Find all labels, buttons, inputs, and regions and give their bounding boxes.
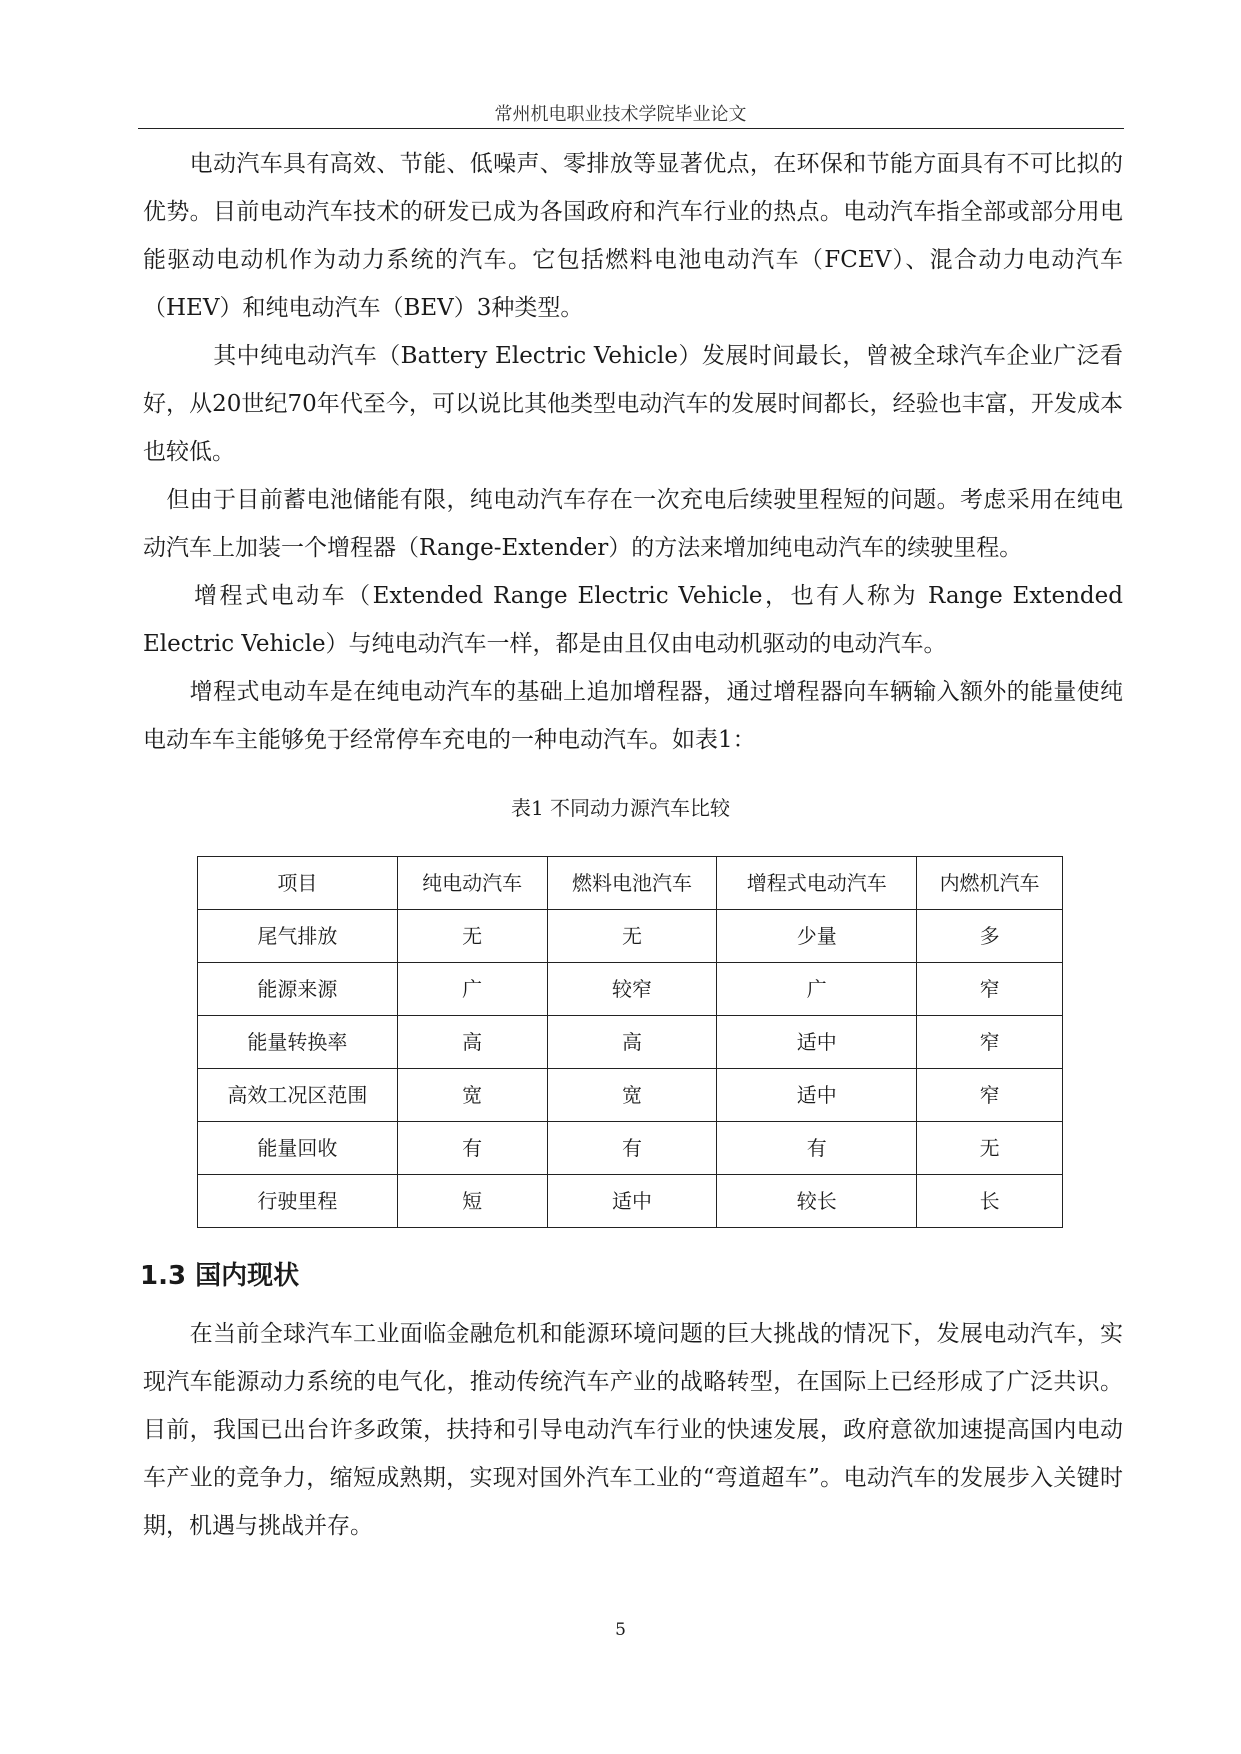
table-row bbox=[198, 1122, 1063, 1175]
table-cell: 适中 bbox=[547, 1175, 717, 1228]
paragraph-domestic-status: 在当前全球汽车工业面临金融危机和能源环境问题的巨大挑战的情况下，发展电动汽车，实现汽车能源动力系统的电气化，推动传统汽车产业的战略转型，在国际上已经形成了广泛共识。目前，我国已出台许多政策，扶持和引导电动汽车行业的快速发展，政府意欲加速提高国内电动车产业的竞争力，缩短成熟期，实现对国外汽车工业的“弯道超车”。电动汽车的发展步入关键时期，机遇与挑战并存。 bbox=[143, 1321, 1123, 1539]
table-cell: 少量 bbox=[717, 910, 917, 963]
table-cell: 高效工况区范围 bbox=[198, 1069, 398, 1122]
table-cell: 适中 bbox=[717, 1069, 917, 1122]
table-cell: 能量转换率 bbox=[198, 1016, 398, 1069]
table-cell: 高 bbox=[547, 1016, 717, 1069]
comparison-table bbox=[197, 856, 1063, 1228]
table-cell: 能量回收 bbox=[198, 1122, 398, 1175]
paragraph-range-extender: 但由于目前蓄电池储能有限，纯电动汽车存在一次充电后续驶里程短的问题。考虑采用在纯电动汽车上加装一个增程器（Range-Extender）的方法来增加纯电动汽车的续驶里程。 bbox=[143, 487, 1123, 561]
table-cell: 短 bbox=[397, 1175, 547, 1228]
table-cell: 有 bbox=[547, 1122, 717, 1175]
table-row bbox=[198, 963, 1063, 1016]
table-cell: 有 bbox=[717, 1122, 917, 1175]
table-header-cell: 纯电动汽车 bbox=[397, 857, 547, 910]
paragraph-bev: 其中纯电动汽车（Battery Electric Vehicle）发展时间最长，曾被全球汽车企业广泛看好，从20世纪70年代至今，可以说比其他类型电动汽车的发展时间都长，经验也丰富，开发成本也较低。 bbox=[143, 343, 1123, 465]
table-cell: 无 bbox=[547, 910, 717, 963]
table-cell: 能源来源 bbox=[198, 963, 398, 1016]
table-cell: 适中 bbox=[717, 1016, 917, 1069]
table-header-cell: 增程式电动汽车 bbox=[717, 857, 917, 910]
header-rule bbox=[138, 128, 1124, 129]
table-cell: 行驶里程 bbox=[198, 1175, 398, 1228]
table-header-cell: 燃料电池汽车 bbox=[547, 857, 717, 910]
table-header-cell: 项目 bbox=[198, 857, 398, 910]
table-cell: 较窄 bbox=[547, 963, 717, 1016]
table-cell: 广 bbox=[397, 963, 547, 1016]
table-cell: 宽 bbox=[547, 1069, 717, 1122]
table-row bbox=[198, 1016, 1063, 1069]
section-heading: 1.3 国内现状 bbox=[140, 1261, 300, 1291]
table-cell: 有 bbox=[397, 1122, 547, 1175]
page-header: 常州机电职业技术学院毕业论文 bbox=[494, 104, 747, 125]
table-cell: 多 bbox=[917, 910, 1063, 963]
table-row bbox=[198, 1069, 1063, 1122]
paragraph-erev-definition: 增程式电动车（Extended Range Electric Vehicle，也有人称为 Range Extended Electric Vehicle）与纯电动汽车一样，都是由且仅由电动机驱动的电动汽车。 bbox=[143, 583, 1123, 657]
table-cell: 窄 bbox=[917, 1069, 1063, 1122]
table-cell: 窄 bbox=[917, 963, 1063, 1016]
table-header-row bbox=[198, 857, 1063, 910]
paragraph-ev-overview: 电动汽车具有高效、节能、低噪声、零排放等显著优点，在环保和节能方面具有不可比拟的优势。目前电动汽车技术的研发已成为各国政府和汽车行业的热点。电动汽车指全部或部分用电能驱动电动机作为动力系统的汽车。它包括燃料电池电动汽车（FCEV）、混合动力电动汽车（HEV）和纯电动汽车（BEV）3种类型。 bbox=[143, 151, 1123, 321]
table-cell: 长 bbox=[917, 1175, 1063, 1228]
table-cell: 宽 bbox=[397, 1069, 547, 1122]
table-row bbox=[198, 910, 1063, 963]
table-cell: 无 bbox=[397, 910, 547, 963]
table-cell: 窄 bbox=[917, 1016, 1063, 1069]
table-cell: 尾气排放 bbox=[198, 910, 398, 963]
table-row bbox=[198, 1175, 1063, 1228]
page-number: 5 bbox=[615, 1620, 626, 1640]
table-header-cell: 内燃机汽车 bbox=[917, 857, 1063, 910]
table-cell: 较长 bbox=[717, 1175, 917, 1228]
table-cell: 广 bbox=[717, 963, 917, 1016]
paragraph-erev-detail: 增程式电动车是在纯电动汽车的基础上追加增程器，通过增程器向车辆输入额外的能量使纯电动车车主能够免于经常停车充电的一种电动汽车。如表1： bbox=[143, 679, 1123, 753]
table-cell: 无 bbox=[917, 1122, 1063, 1175]
table-caption: 表1 不同动力源汽车比较 bbox=[510, 796, 731, 820]
table-cell: 高 bbox=[397, 1016, 547, 1069]
